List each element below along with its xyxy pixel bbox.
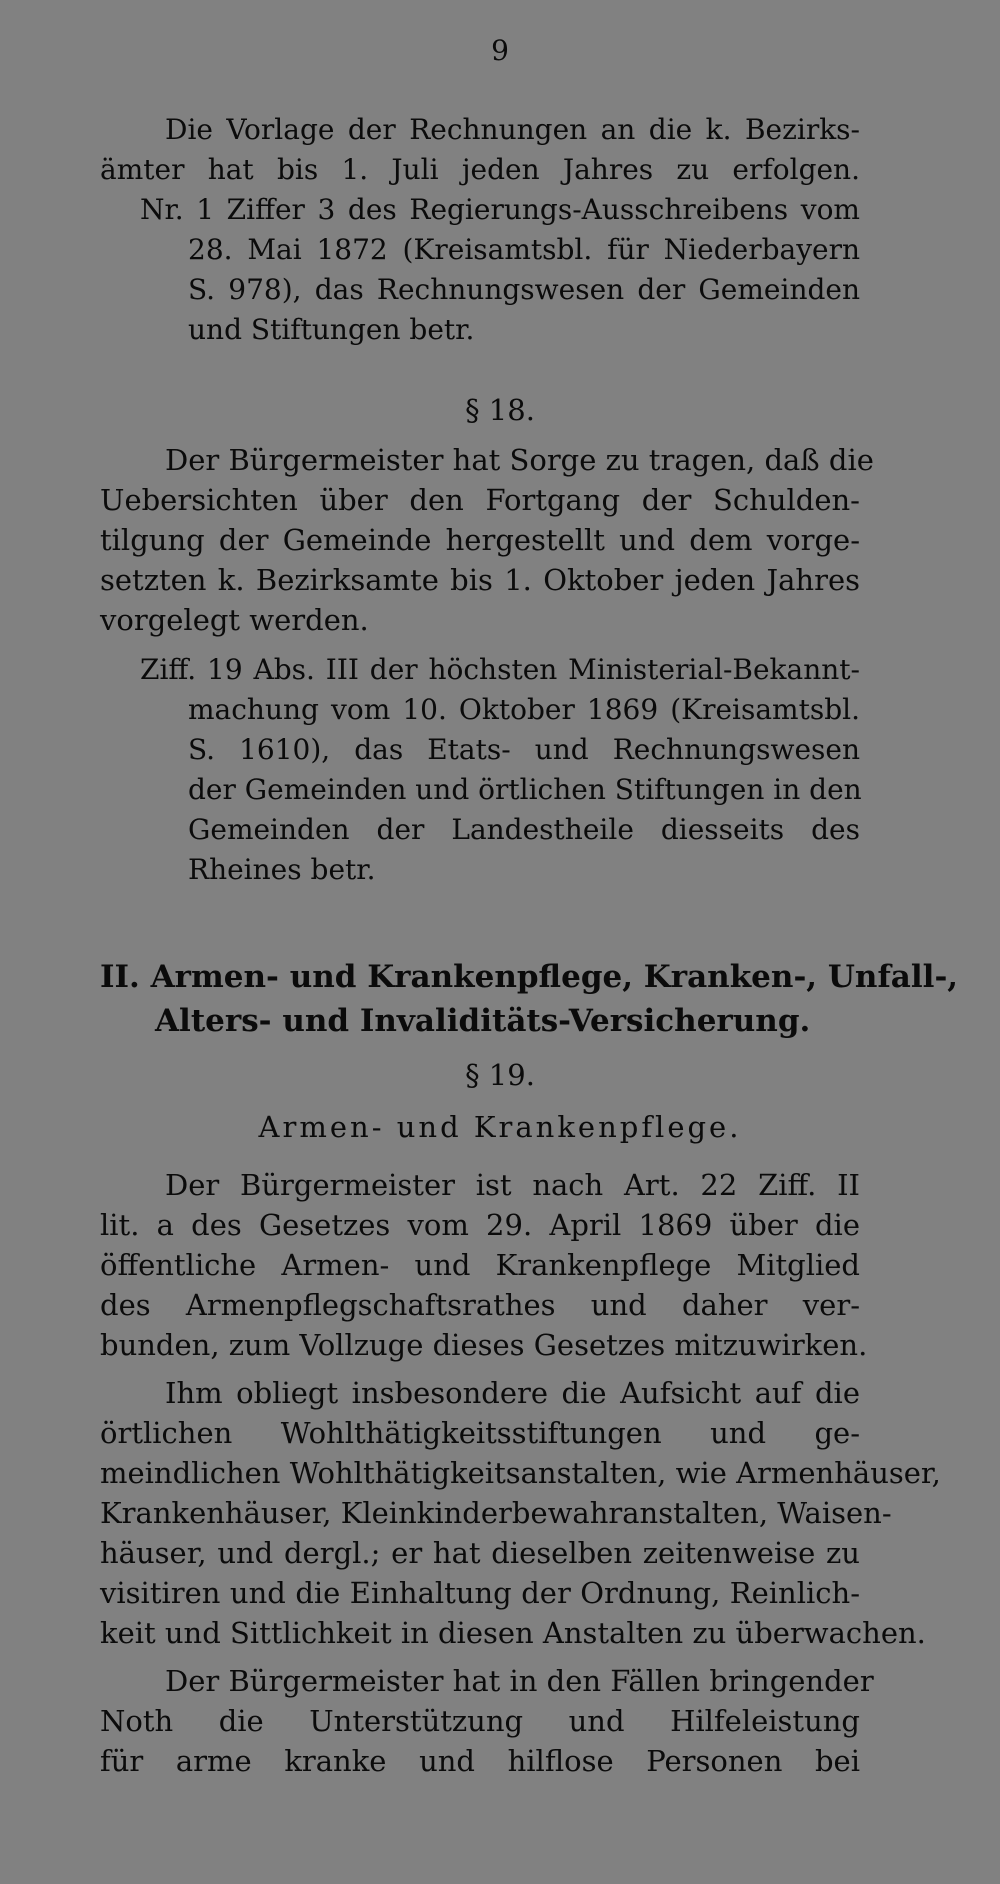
text-line: lit. a des Gesetzes vom 29. April 1869 über die xyxy=(100,1208,860,1242)
text-line: Nr. 1 Ziffer 3 des Regierungs-Ausschreibens vom xyxy=(140,193,860,226)
text-line: öffentliche Armen- und Krankenpflege Mitglied xyxy=(100,1248,860,1282)
text-line: meindlichen Wohlthätigkeitsanstalten, wie Armenhäuser, xyxy=(100,1456,941,1490)
section-19-paragraph-2 xyxy=(100,1373,941,1653)
text-line: bunden, zum Vollzuge dieses Gesetzes mitzuwirken. xyxy=(100,1328,868,1362)
section-18-paragraph xyxy=(100,440,874,640)
heading-line: II. Armen- und Krankenpflege, Kranken-, Unfall-, xyxy=(100,959,959,995)
text-line: Die Vorlage der Rechnungen an die k. Bezirks- xyxy=(165,113,860,146)
text-line: Gemeinden der Landestheile diesseits des xyxy=(188,813,860,846)
text-line: tilgung der Gemeinde hergestellt und dem vorge- xyxy=(100,523,860,557)
section-19-mark: § 19. xyxy=(465,1058,535,1092)
section-18-mark: § 18. xyxy=(465,393,535,427)
section-19-paragraph-1 xyxy=(100,1165,868,1365)
text-line: Rheines betr. xyxy=(188,853,376,886)
text-line: S. 1610), das Etats- und Rechnungswesen xyxy=(188,733,860,766)
text-line: und Stiftungen betr. xyxy=(188,313,475,346)
text-line: 28. Mai 1872 (Kreisamtsbl. für Niederbayern xyxy=(188,233,860,266)
text-line: machung vom 10. Oktober 1869 (Kreisamtsbl. xyxy=(188,693,860,726)
text-line: örtlichen Wohlthätigkeitsstiftungen und ge- xyxy=(100,1416,860,1450)
text-line: Der Bürgermeister ist nach Art. 22 Ziff. II xyxy=(165,1168,860,1202)
text-line: setzten k. Bezirksamte bis 1. Oktober jeden Jahres xyxy=(100,563,860,597)
text-line: Der Bürgermeister hat Sorge zu tragen, daß die xyxy=(165,443,874,477)
text-line: keit und Sittlichkeit in diesen Anstalten zu überwachen. xyxy=(100,1616,926,1650)
text-line: für arme kranke und hilflose Personen bei xyxy=(100,1744,860,1778)
text-line: ämter hat bis 1. Juli jeden Jahres zu erfolgen. xyxy=(100,153,860,186)
reference-note-2 xyxy=(100,650,860,890)
text-line: Noth die Unterstützung und Hilfeleistung xyxy=(100,1704,860,1738)
text-line: visitiren und die Einhaltung der Ordnung, Reinlich- xyxy=(100,1576,860,1610)
text-line: Krankenhäuser, Kleinkinderbewahranstalten, Waisen- xyxy=(100,1496,892,1530)
text-line: S. 978), das Rechnungswesen der Gemeinden xyxy=(188,273,860,306)
heading-line: Alters- und Invaliditäts-Versicherung. xyxy=(155,1003,811,1039)
text-line: Ihm obliegt insbesondere die Aufsicht auf die xyxy=(165,1376,860,1410)
text-line: des Armenpflegschaftsrathes und daher ver- xyxy=(100,1288,860,1322)
page-number: 9 xyxy=(491,34,509,67)
text-line: Der Bürgermeister hat in den Fällen bringender xyxy=(165,1664,874,1698)
chapter-heading xyxy=(100,955,959,1043)
section-19-paragraph-3 xyxy=(100,1661,874,1781)
section-19-subtitle: Armen- und Krankenpflege. xyxy=(258,1110,742,1144)
text-line: häuser, und dergl.; er hat dieselben zeitenweise zu xyxy=(100,1536,860,1570)
text-line: Ziff. 19 Abs. III der höchsten Ministerial-Bekannt- xyxy=(140,653,860,686)
text-line: der Gemeinden und örtlichen Stiftungen in den xyxy=(188,773,862,806)
text-line: vorgelegt werden. xyxy=(100,603,369,637)
text-line: Uebersichten über den Fortgang der Schulden- xyxy=(100,483,860,517)
reference-note-1 xyxy=(100,110,860,350)
